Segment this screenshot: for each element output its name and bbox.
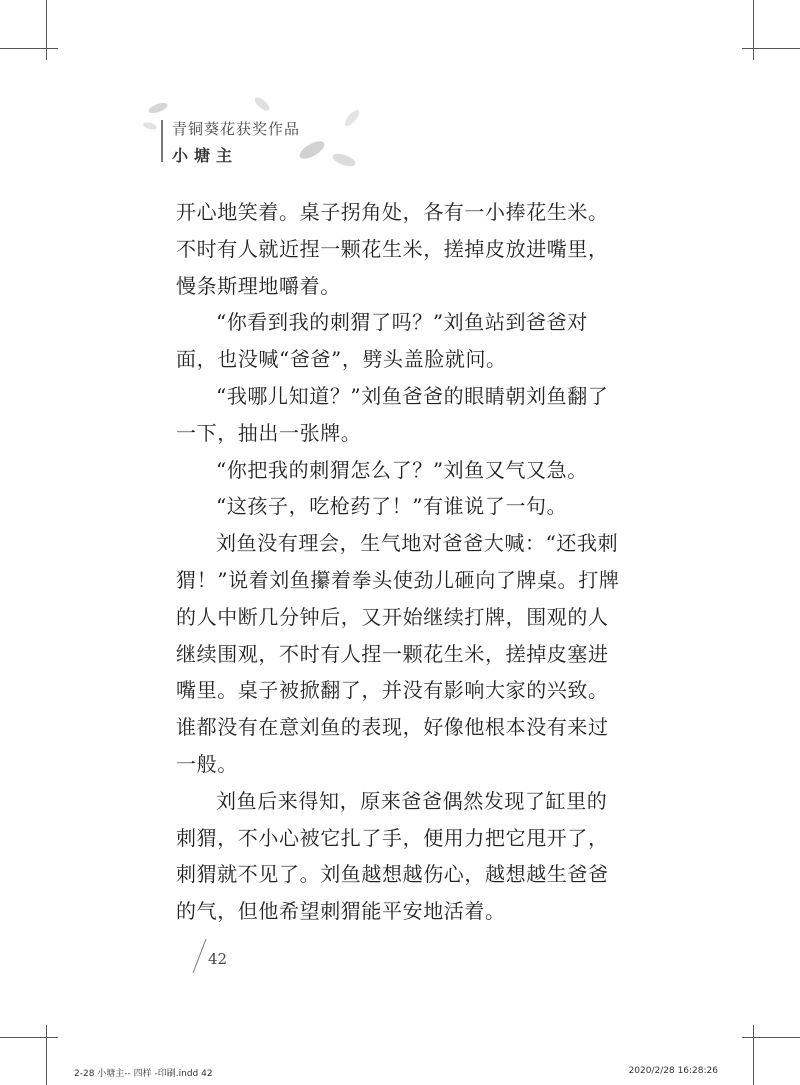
running-header [172,118,300,166]
paragraph: 开心地笑着。桌子拐角处，各有一小捧花生米。不时有人就近捏一颗花生米，搓掉皮放进嘴里，慢条斯理地嚼着。 [176,200,609,298]
series-title: 青铜葵花获奖作品 [172,120,301,138]
paragraph: “你看到我的刺猬了吗？”刘鱼站到爸爸对面，也没喊“爸爸”，劈头盖脸就问。 [176,310,588,372]
body-text [176,194,626,930]
crop-mark [753,0,754,60]
crop-mark [0,48,58,49]
paragraph: 刘鱼后来得知，原来爸爸偶然发现了缸里的刺猬，不小心被它扎了手，便用力把它甩开了，刺猬就不见了。刘鱼越想越伤心，越想越生爸爸的气，但他希望刺猬能平安地活着。 [176,788,609,924]
page-number: 42 [208,950,228,968]
crop-mark [742,1037,800,1038]
paragraph: “我哪儿知道？”刘鱼爸爸的眼睛朝刘鱼翻了一下，抽出一张牌。 [176,383,609,445]
crop-mark [46,1025,47,1085]
crop-mark [46,0,47,60]
paragraph: “你把我的刺猬怎么了？”刘鱼又气又急。 [216,457,588,482]
slug-file: 2-28 小塘主-- 四样 -印刷.indd 42 [74,1069,213,1079]
crop-mark [753,1025,754,1085]
slug-datetime: 2020/2/28 16:28:26 [628,1066,718,1076]
header-rule [161,120,163,162]
book-title: 小塘主 [172,146,239,165]
crop-mark [742,48,800,49]
petal-decoration [0,0,800,200]
crop-mark [0,1037,58,1038]
paragraph: 刘鱼没有理会，生气地对爸爸大喊：“还我刺猬！”说着刘鱼攥着拳头使劲儿砸向了牌桌。打牌的人中断几分钟后，又开始继续打牌，围观的人继续围观，不时有人捏一颗花生米，搓掉皮塞进嘴里。桌子被掀翻了，并没有影响大家的兴致。谁都没有在意刘鱼的表现，好像他根本没有来过一般。 [176,531,620,776]
paragraph: “这孩子，吃枪药了！”有谁说了一句。 [216,494,568,519]
